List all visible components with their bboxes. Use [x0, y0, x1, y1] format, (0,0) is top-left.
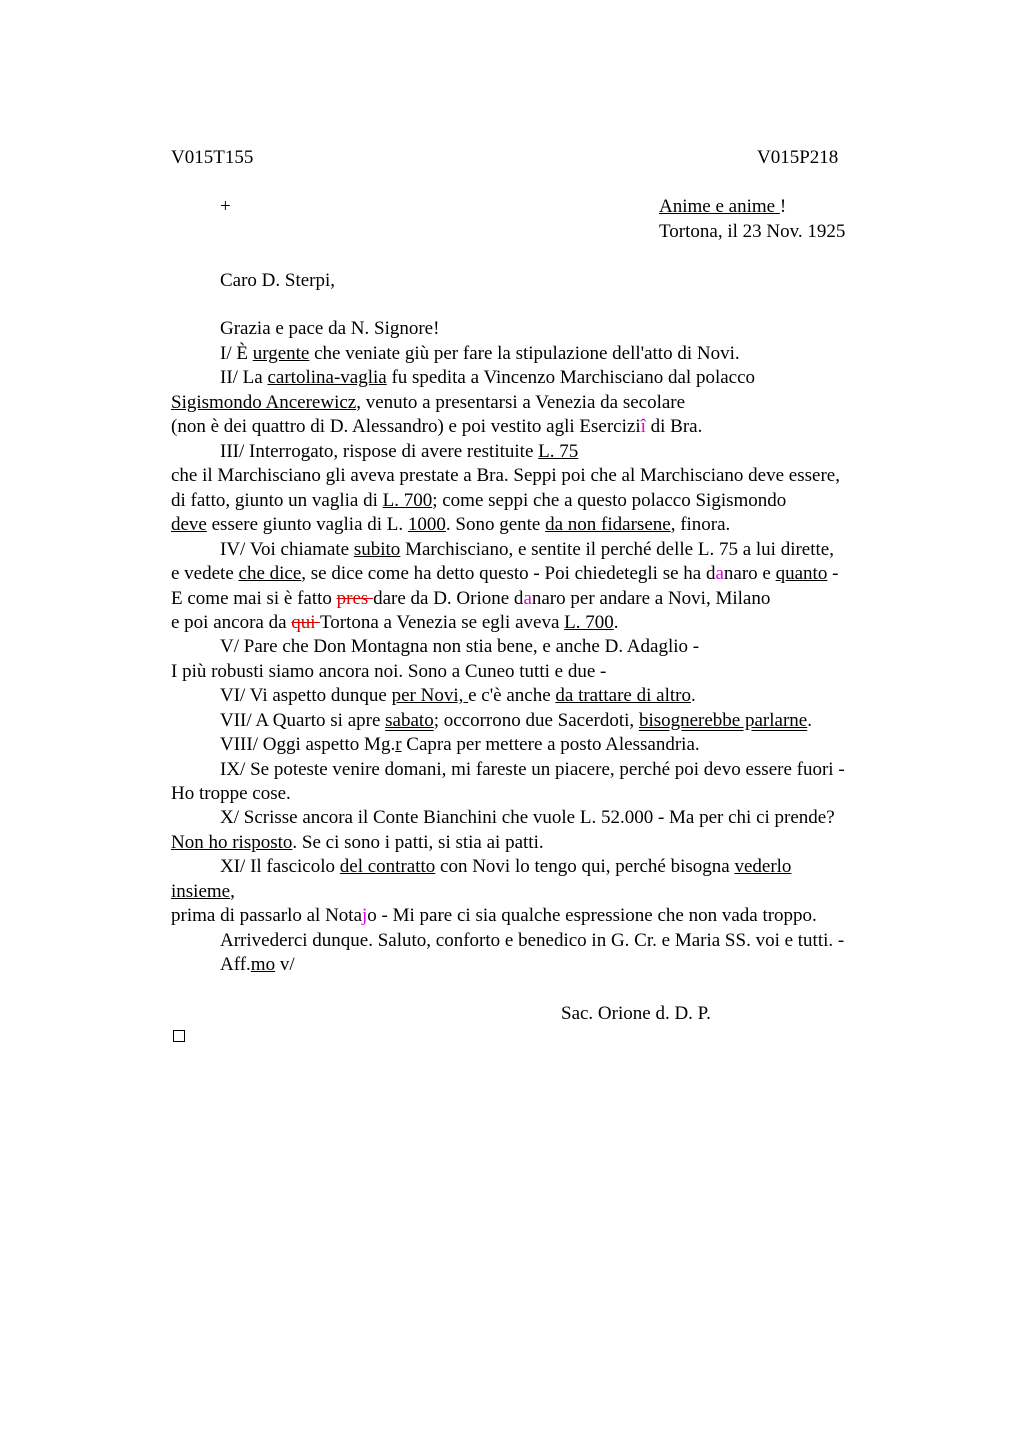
paragraph-5-line-2: I più robusti siamo ancora noi. Sono a Cuneo tutti e due -: [171, 661, 607, 682]
greeting: Grazia e pace da N. Signore!: [220, 318, 440, 339]
paragraph-6: VI/ Vi aspetto dunque per Novi, e c'è anche da trattare di altro.: [220, 685, 696, 706]
paragraph-10-line-1: X/ Scrisse ancora il Conte Bianchini che vuole L. 52.000 - Ma per chi ci prende?: [220, 807, 835, 828]
paragraph-4-line-2: e vedete che dice, se dice come ha detto questo - Poi chiedetegli se ha danaro e quanto -: [171, 563, 839, 584]
paragraph-2-line-3: (non è dei quattro di D. Alessandro) e poi vestito agli Eserciziî di Bra.: [171, 416, 703, 437]
motto: Anime e anime !: [659, 196, 787, 217]
place-date: Tortona, il 23 Nov. 1925: [659, 221, 846, 242]
closing-line: Arrivederci dunque. Saluto, conforto e benedico in G. Cr. e Maria SS. voi e tutti. -: [220, 930, 845, 951]
paragraph-2-line-1: II/ La cartolina-vaglia fu spedita a Vincenzo Marchisciano dal polacco: [220, 367, 756, 388]
paragraph-8: VIII/ Oggi aspetto Mg.r Capra per mettere a posto Alessandria.: [220, 734, 700, 755]
document-code-right: V015P218: [757, 147, 839, 168]
paragraph-1: I/ È urgente che veniate giù per fare la stipulazione dell'atto di Novi.: [220, 343, 740, 364]
paragraph-9-line-1: IX/ Se poteste venire domani, mi fareste un piacere, perché poi devo essere fuori -: [220, 759, 845, 780]
paragraph-4-line-1: IV/ Voi chiamate subito Marchisciano, e sentite il perché delle L. 75 a lui dirette,: [220, 539, 834, 560]
salutation: Caro D. Sterpi,: [220, 270, 336, 291]
paragraph-4-line-3: E come mai si è fatto pres dare da D. Orione danaro per andare a Novi, Milano: [171, 588, 771, 609]
paragraph-2-line-2: Sigismondo Ancerewicz, venuto a presentarsi a Venezia da secolare: [171, 392, 686, 413]
paragraph-11-line-3: prima di passarlo al Notajo - Mi pare ci sia qualche espressione che non vada troppo.: [171, 905, 817, 926]
document-code-left: V015T155: [171, 147, 254, 168]
signature: Sac. Orione d. D. P.: [561, 1003, 711, 1024]
paragraph-4-line-4: e poi ancora da qui Tortona a Venezia se egli aveva L. 700.: [171, 612, 619, 633]
cross-mark: +: [220, 196, 231, 217]
paragraph-10-line-2: Non ho risposto. Se ci sono i patti, si stia ai patti.: [171, 832, 544, 853]
paragraph-11-line-2: insieme,: [171, 881, 235, 902]
paragraph-3-line-4: deve essere giunto vaglia di L. 1000. Sono gente da non fidarsene, finora.: [171, 514, 731, 535]
paragraph-7: VII/ A Quarto si apre sabato; occorrono due Sacerdoti, bisognerebbe parlarne.: [220, 710, 812, 731]
closing-affectionate: Aff.mo v/: [220, 954, 295, 975]
paragraph-3-line-2: che il Marchisciano gli aveva prestate a Bra. Seppi poi che al Marchisciano deve essere,: [171, 465, 840, 486]
paragraph-11-line-1: XI/ Il fascicolo del contratto con Novi lo tengo qui, perché bisogna vederlo: [220, 856, 792, 877]
paragraph-5-line-1: V/ Pare che Don Montagna non stia bene, e anche D. Adaglio -: [220, 636, 700, 657]
paragraph-9-line-2: Ho troppe cose.: [171, 783, 291, 804]
square-box-icon: [173, 1030, 185, 1042]
paragraph-3-line-3: di fatto, giunto un vaglia di L. 700; come seppi che a questo polacco Sigismondo: [171, 490, 787, 511]
paragraph-3-line-1: III/ Interrogato, rispose di avere restituite L. 75: [220, 441, 579, 462]
